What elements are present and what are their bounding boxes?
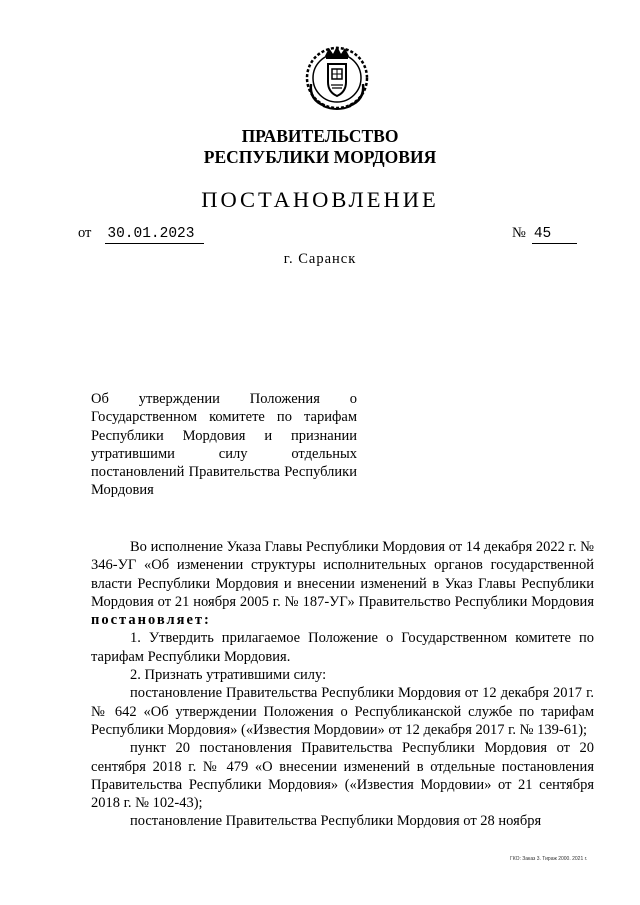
coat-of-arms-icon xyxy=(299,38,375,114)
number-row xyxy=(512,224,577,244)
resolves-word: постановляет: xyxy=(91,612,211,629)
organization-name xyxy=(0,126,640,168)
number-prefix: № xyxy=(512,225,526,241)
city: г. Саранск xyxy=(283,251,357,267)
document-number: 45 xyxy=(532,225,577,244)
preamble-text: Во исполнение Указа Главы Республики Мордовия от 14 декабря 2022 г. № 346-УГ «Об изменении структуры исполнительных органов государственной власти Республики Мордовия и внесении изменений в Указ Главы Республики Мордовия от 21 ноября 2005 г. № 187-УГ» Правительство Республики Мордовия xyxy=(91,539,594,610)
print-footer: ГКО: Заказ 3. Тираж 2000. 2021 г. xyxy=(510,856,588,862)
date-prefix: от xyxy=(78,225,92,241)
paragraph-item-1: 1. Утвердить прилагаемое Положение о Государственном комитете по тарифам Республики Мордовия. xyxy=(91,630,594,665)
paragraph-preamble xyxy=(91,538,594,629)
paragraph-repeal-3: постановление Правительства Республики Мордовия от 28 ноября xyxy=(130,813,542,830)
document-type: ПОСТАНОВЛЕНИЕ xyxy=(201,187,439,212)
document-body xyxy=(91,538,594,831)
document-subject: Об утверждении Положения о Государственном комитете по тарифам Республики Мордовия и признании утратившими силу отдельных постановлений Правительства Республики Мордовия xyxy=(91,391,357,499)
paragraph-item-2: 2. Признать утратившими силу: xyxy=(130,667,327,684)
paragraph-repeal-2: пункт 20 постановления Правительства Республики Мордовия от 20 сентября 2018 г. № 479 «О внесении изменений в отдельные постановления Правительства Республики Мордовия» («Известия Мордовии» от 21 сентября 2018 г. № 102-43); xyxy=(91,740,594,812)
org-line-1: ПРАВИТЕЛЬСТВО xyxy=(241,126,399,146)
date-row xyxy=(78,224,204,244)
org-line-2: РЕСПУБЛИКИ МОРДОВИЯ xyxy=(203,147,437,167)
document-date: 30.01.2023 xyxy=(105,225,204,244)
paragraph-repeal-1: постановление Правительства Республики Мордовия от 12 декабря 2017 г. № 642 «Об утверждении Положения о Республиканской службе по тарифам Республики Мордовия» («Известия Мордовии» от 12 декабря 2017 г. № 139-61); xyxy=(91,685,594,738)
